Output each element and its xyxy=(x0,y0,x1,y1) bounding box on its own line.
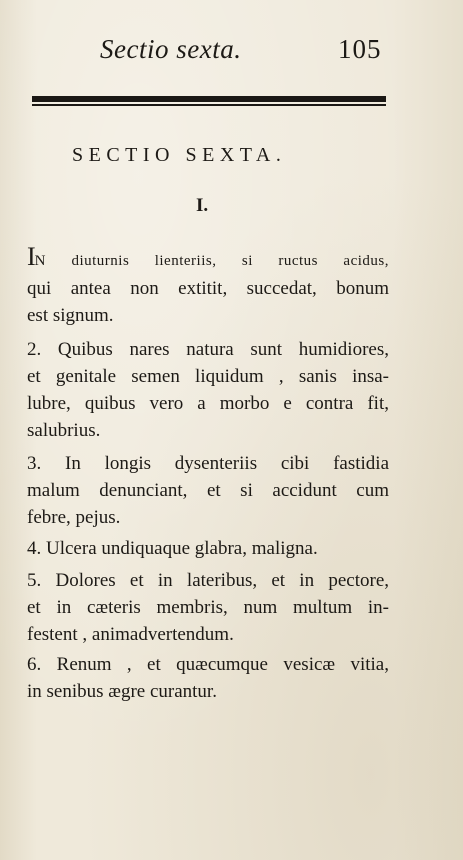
aphorism-line: et in cæteris membris, num multum in- xyxy=(27,597,389,618)
aphorism-5 xyxy=(27,567,389,648)
aphorism-line: 6. Renum , et quæcumque vesicæ vitia, xyxy=(27,654,389,675)
aphorism-line: festent , animadvertendum. xyxy=(27,624,234,645)
aphorism-line: salubrius. xyxy=(27,420,101,441)
aphorism-line: 4. Ulcera undiquaque glabra, maligna. xyxy=(27,538,318,559)
aphorism-line: lubre, quibus vero a morbo e contra fit, xyxy=(27,393,389,414)
header-double-rule xyxy=(32,94,386,108)
page-number: 105 xyxy=(338,34,382,64)
section-title: SECTIO SEXTA. xyxy=(72,144,287,166)
aphorism-6 xyxy=(27,651,389,705)
aphorism-line: febre, pejus. xyxy=(27,507,121,528)
aphorism-line: 3. In longis dysenteriis cibi fastidia xyxy=(27,453,389,474)
aphorism-line xyxy=(27,243,389,275)
aphorism-2 xyxy=(27,336,389,444)
aphorism-line-text: N diuturnis lienteriis, si ructus acidus, xyxy=(34,253,389,269)
aphorism-4 xyxy=(27,535,389,562)
aphorism-3 xyxy=(27,450,389,531)
aphorism-line: malum denunciant, et si accidunt cum xyxy=(27,480,389,501)
drop-cap: I xyxy=(27,242,35,271)
rule-thick-line xyxy=(32,96,386,102)
running-head: Sectio sexta. xyxy=(100,34,242,64)
aphorism-line: 5. Dolores et in lateribus, et in pectore, xyxy=(27,570,389,591)
rule-thin-line xyxy=(32,104,386,106)
aphorism-line: 2. Quibus nares natura sunt humidiores, xyxy=(27,339,389,360)
aphorism-line: est signum. xyxy=(27,305,114,326)
aphorism-line: in senibus ægre curantur. xyxy=(27,681,217,702)
aphorism-line: qui antea non extitit, succedat, bonum xyxy=(27,278,389,299)
aphorism-1 xyxy=(27,243,389,329)
aphorism-line: et genitale semen liquidum , sanis insa- xyxy=(27,366,389,387)
section-number: I. xyxy=(196,195,209,216)
